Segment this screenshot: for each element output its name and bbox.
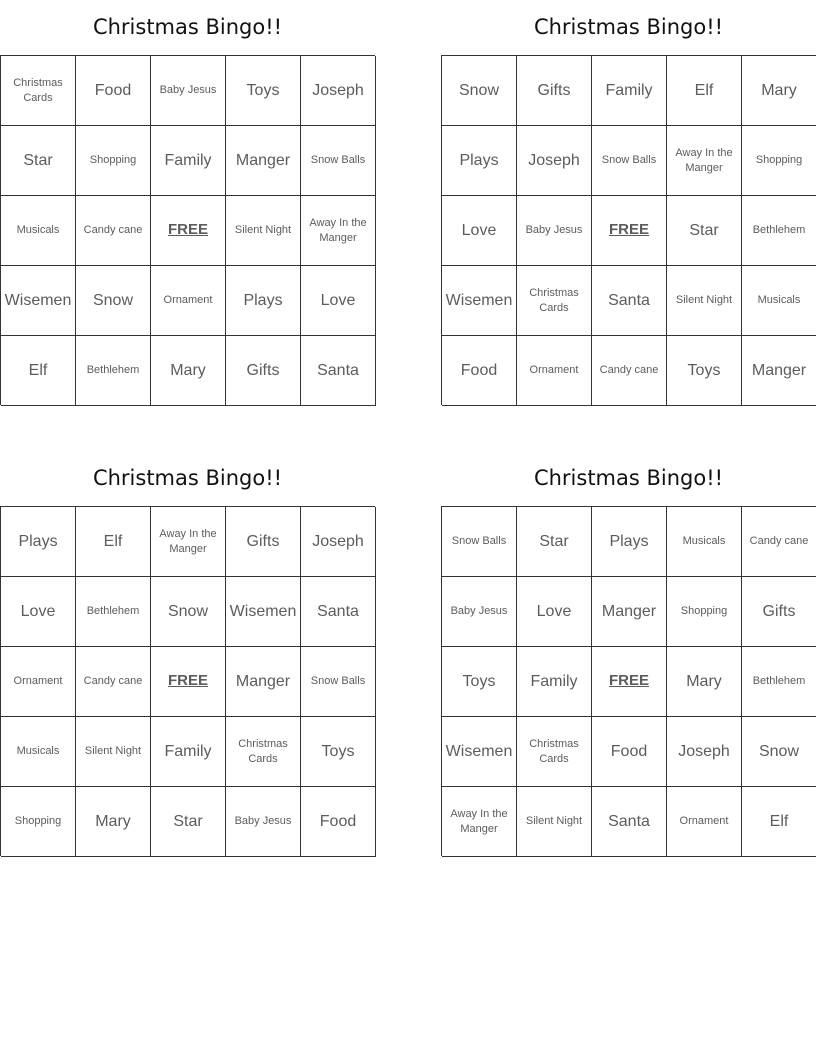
bingo-cell: Joseph <box>667 717 742 787</box>
bingo-cell: Elf <box>76 507 151 577</box>
bingo-cell: Away In the Manger <box>301 196 376 266</box>
bingo-card-4 <box>441 459 816 856</box>
bingo-cell: Santa <box>301 336 376 406</box>
bingo-cell: Baby Jesus <box>442 577 517 647</box>
card-title: Christmas Bingo!! <box>92 15 283 39</box>
bingo-cell: Musicals <box>1 717 76 787</box>
bingo-cell: Plays <box>1 507 76 577</box>
bingo-cell: Baby Jesus <box>517 196 592 266</box>
bingo-cell: Snow Balls <box>592 126 667 196</box>
bingo-cell: Love <box>517 577 592 647</box>
bingo-cell: Bethlehem <box>742 196 816 266</box>
bingo-cell: Elf <box>1 336 76 406</box>
bingo-cell: Silent Night <box>76 717 151 787</box>
bingo-cell: Bethlehem <box>742 647 816 717</box>
bingo-cell: Gifts <box>226 336 301 406</box>
bingo-cell: Ornament <box>1 647 76 717</box>
bingo-cell: Wisemen <box>1 266 76 336</box>
bingo-grid <box>441 506 816 856</box>
bingo-cell: Ornament <box>667 787 742 857</box>
bingo-cell: Manger <box>226 126 301 196</box>
card-title: Christmas Bingo!! <box>92 466 283 490</box>
bingo-cell: Snow Balls <box>442 507 517 577</box>
bingo-cell: Elf <box>667 56 742 126</box>
bingo-cell: Christmas Cards <box>517 266 592 336</box>
bingo-cell: Snow Balls <box>301 126 376 196</box>
bingo-cell: Food <box>301 787 376 857</box>
bingo-cell: Bethlehem <box>76 336 151 406</box>
bingo-cell: Family <box>151 126 226 196</box>
bingo-grid <box>441 55 816 405</box>
bingo-cell: Ornament <box>517 336 592 406</box>
free-space-cell: FREE <box>592 196 667 266</box>
bingo-cell: Food <box>442 336 517 406</box>
bingo-cell: Toys <box>301 717 376 787</box>
bingo-cell: Shopping <box>667 577 742 647</box>
bingo-cell: Silent Night <box>667 266 742 336</box>
bingo-cell: Star <box>1 126 76 196</box>
bingo-cell: Star <box>517 507 592 577</box>
bingo-cell: Food <box>76 56 151 126</box>
bingo-cell: Mary <box>151 336 226 406</box>
bingo-cell: Christmas Cards <box>517 717 592 787</box>
bingo-cell: Santa <box>592 787 667 857</box>
bingo-cell: Star <box>151 787 226 857</box>
bingo-cell: Toys <box>667 336 742 406</box>
bingo-cell: Santa <box>592 266 667 336</box>
bingo-cell: Love <box>301 266 376 336</box>
bingo-cell: Silent Night <box>226 196 301 266</box>
bingo-cell: Baby Jesus <box>226 787 301 857</box>
bingo-cell: Candy cane <box>592 336 667 406</box>
bingo-cell: Baby Jesus <box>151 56 226 126</box>
bingo-cell: Manger <box>742 336 816 406</box>
bingo-cell: Christmas Cards <box>226 717 301 787</box>
card-title: Christmas Bingo!! <box>533 15 724 39</box>
bingo-card-1 <box>0 8 375 405</box>
bingo-cell: Away In the Manger <box>442 787 517 857</box>
bingo-cell: Star <box>667 196 742 266</box>
bingo-cell: Snow <box>151 577 226 647</box>
bingo-cell: Gifts <box>226 507 301 577</box>
bingo-cell: Family <box>592 56 667 126</box>
bingo-cell: Mary <box>742 56 816 126</box>
bingo-cell: Away In the Manger <box>151 507 226 577</box>
bingo-cell: Shopping <box>76 126 151 196</box>
bingo-cell: Food <box>592 717 667 787</box>
bingo-cell: Manger <box>592 577 667 647</box>
bingo-cell: Silent Night <box>517 787 592 857</box>
bingo-cell: Snow Balls <box>301 647 376 717</box>
bingo-cell: Snow <box>742 717 816 787</box>
bingo-cell: Musicals <box>742 266 816 336</box>
bingo-grid <box>0 506 375 856</box>
bingo-cell: Love <box>442 196 517 266</box>
bingo-cell: Mary <box>76 787 151 857</box>
bingo-cell: Mary <box>667 647 742 717</box>
bingo-grid <box>0 55 375 405</box>
bingo-cell: Plays <box>592 507 667 577</box>
free-space-cell: FREE <box>151 647 226 717</box>
bingo-cell: Musicals <box>1 196 76 266</box>
bingo-cell: Wisemen <box>226 577 301 647</box>
bingo-cell: Plays <box>226 266 301 336</box>
bingo-cell: Snow <box>442 56 517 126</box>
bingo-cell: Ornament <box>151 266 226 336</box>
bingo-cell: Candy cane <box>742 507 816 577</box>
bingo-cell: Snow <box>76 266 151 336</box>
bingo-cell: Christmas Cards <box>1 56 76 126</box>
bingo-cell: Family <box>151 717 226 787</box>
bingo-card-2 <box>441 8 816 405</box>
bingo-cell: Gifts <box>517 56 592 126</box>
bingo-card-3 <box>0 459 375 856</box>
bingo-cell: Away In the Manger <box>667 126 742 196</box>
bingo-cell: Family <box>517 647 592 717</box>
free-space-cell: FREE <box>592 647 667 717</box>
bingo-cell: Candy cane <box>76 196 151 266</box>
bingo-cell: Candy cane <box>76 647 151 717</box>
bingo-cell: Toys <box>442 647 517 717</box>
bingo-cell: Elf <box>742 787 816 857</box>
free-space-cell: FREE <box>151 196 226 266</box>
bingo-cell: Gifts <box>742 577 816 647</box>
bingo-cell: Joseph <box>301 507 376 577</box>
bingo-cell: Manger <box>226 647 301 717</box>
bingo-cell: Toys <box>226 56 301 126</box>
bingo-cell: Joseph <box>517 126 592 196</box>
bingo-cell: Wisemen <box>442 266 517 336</box>
bingo-cell: Musicals <box>667 507 742 577</box>
bingo-cell: Bethlehem <box>76 577 151 647</box>
bingo-cell: Shopping <box>742 126 816 196</box>
bingo-cell: Shopping <box>1 787 76 857</box>
bingo-cell: Santa <box>301 577 376 647</box>
bingo-cell: Plays <box>442 126 517 196</box>
bingo-cell: Wisemen <box>442 717 517 787</box>
bingo-cell: Love <box>1 577 76 647</box>
card-title: Christmas Bingo!! <box>533 466 724 490</box>
bingo-cell: Joseph <box>301 56 376 126</box>
